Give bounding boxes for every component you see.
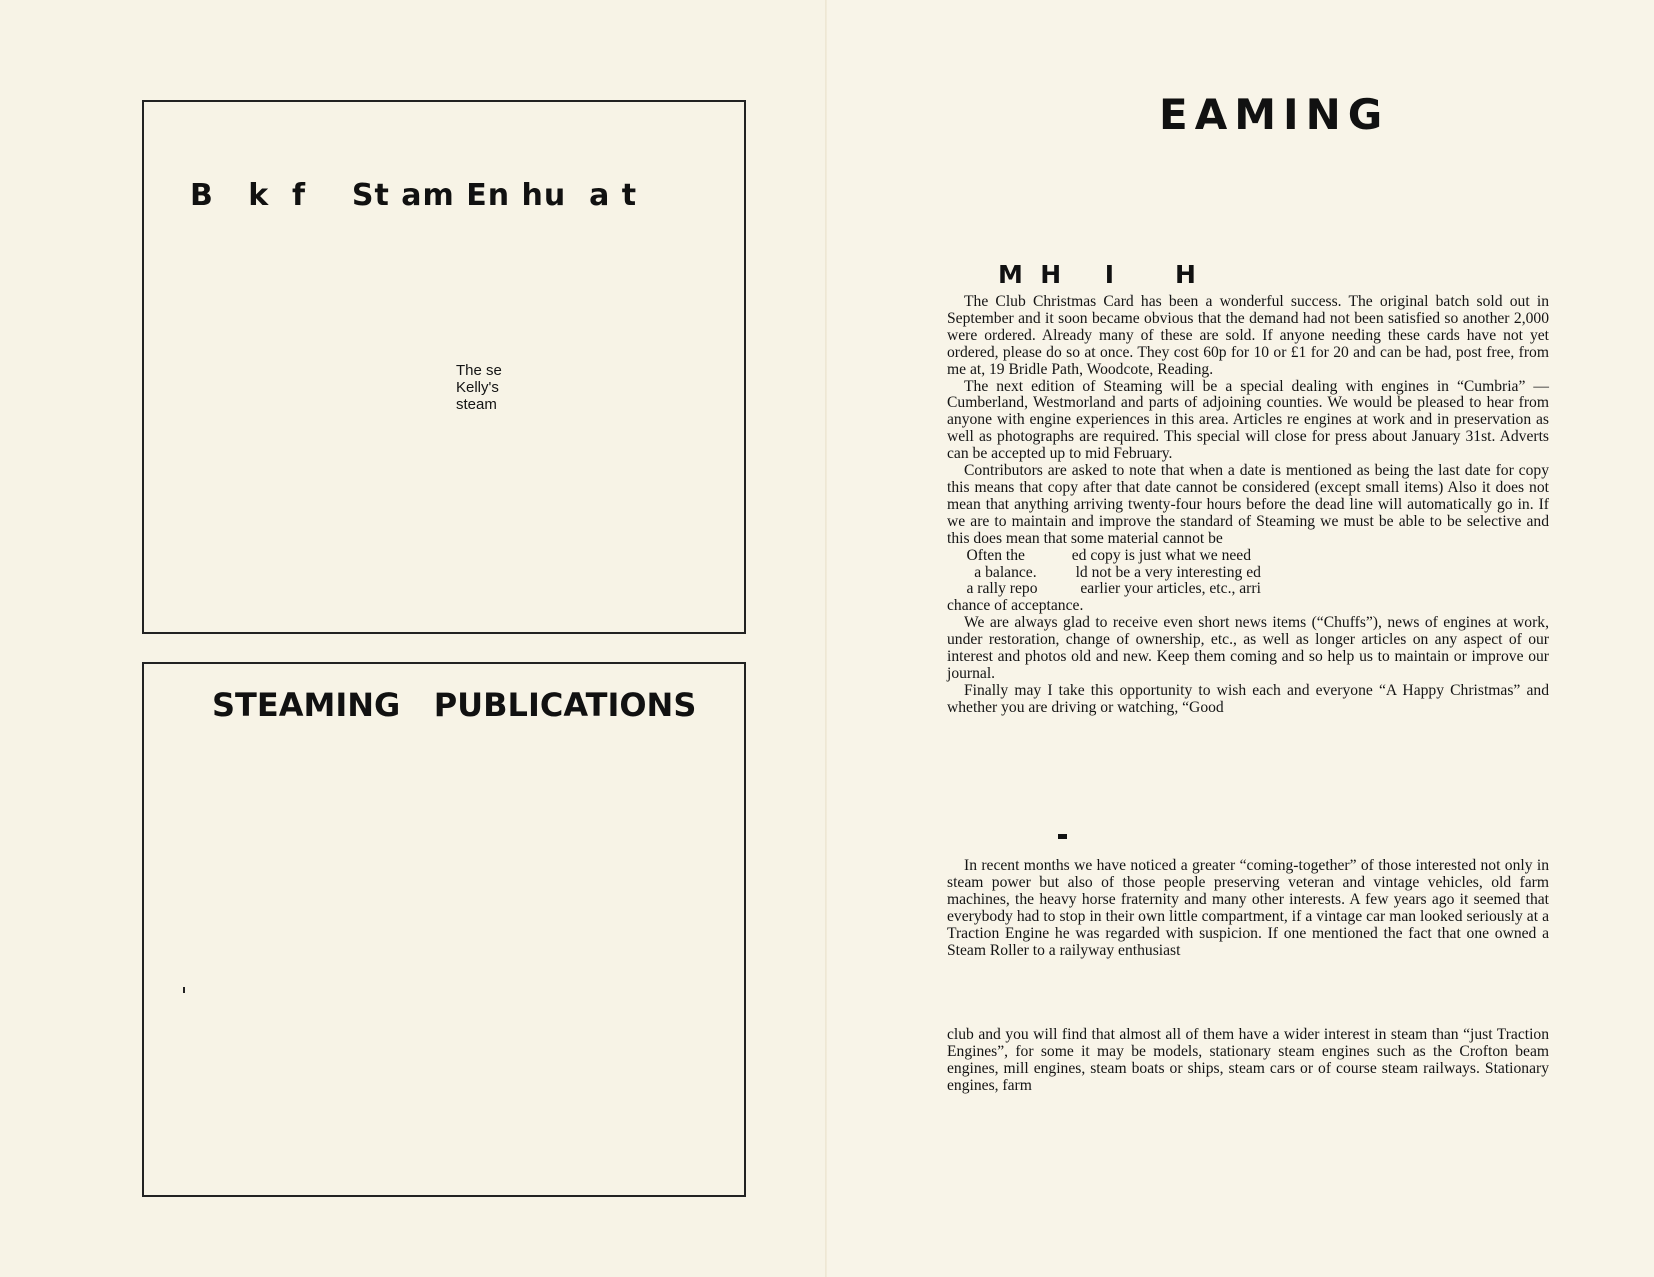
publications-title: STEAMING PUBLICATIONS bbox=[212, 686, 697, 724]
magazine-heading: EAMING bbox=[1159, 90, 1390, 139]
advert-line: Kelly's bbox=[456, 379, 499, 396]
paragraph: club and you will find that almost all of them have a wider interest in steam than “just Traction Engines”, for some it may be models, stationary steam engines such as the Crofton beam engines, mill engines, steam boats or ships, steam cars or of course steam railways. Stationary engines, farm bbox=[947, 1026, 1549, 1094]
advert-small-text bbox=[456, 362, 502, 413]
advert-box-bottom bbox=[142, 662, 746, 1197]
advert-box-top bbox=[142, 100, 746, 634]
damaged-line: Often the ed copy is just what we need bbox=[947, 546, 1252, 564]
paragraph: The Club Christmas Card has been a wonderful success. The original batch sold out in September and it soon became obvious that the demand had not been satisfied so another 2,000 were ordered. Already many of these are sold. If anyone needing these cards have not yet ordered, please do so at once. They cost 60p for 10 or £1 for 20 and can be had, post free, from me at, 19 Bridle Path, Woodcote, Reading. bbox=[947, 293, 1549, 378]
advert-line: The se bbox=[456, 362, 502, 379]
section-two-column bbox=[947, 858, 1549, 959]
section-three-column bbox=[947, 1027, 1549, 1095]
paragraph: In recent months we have noticed a greater “coming-together” of those interested not only in steam power but also of those people preserving veteran and vintage vehicles, old farm machines, the heavy horse fraternity and many other interests. A few years ago it seemed that everybody had to stop in their own little compartment, if a vintage car man looked seriously at a Traction Engine he was regarded with suspicion. If one mentioned the fact that one owned a Steam Roller to a railyway enthusiast bbox=[947, 857, 1549, 959]
paragraph: The next edition of Steaming will be a special dealing with engines in “Cumbria” — Cumberland, Westmorland and parts of adjoining counties. We would be pleased to hear from anyone with engine experiences in this area. Articles re engines at work and in preservation as well as photographs are required. This special will close for press about January 31st. Adverts can be accepted up to mid February. bbox=[947, 377, 1549, 463]
paragraph: We are always glad to receive even short news items (“Chuffs”), news of engines at work, under restoration, change of ownership, etc., as well as longer articles on any aspect of our interest and photos old and new. Keep them coming and so help us to maintain or improve our journal. bbox=[947, 614, 1549, 682]
advert-line: steam bbox=[456, 396, 497, 413]
print-mark bbox=[183, 987, 185, 993]
editorial-column bbox=[947, 294, 1549, 717]
section-dash bbox=[1058, 834, 1067, 839]
paragraph: Contributors are asked to note that when a date is mentioned as being the last date for copy this means that copy after that date cannot be considered (except small items) Also it does not mean that anything arriving twenty-four hours before the dead line will automatically go in. If we are to maintain and improve the standard of Steaming we must be able to be selective and this does mean that some material cannot be bbox=[947, 462, 1549, 547]
advert-title: B k f St am En hu a t bbox=[190, 178, 638, 213]
damaged-line: a rally repo earlier your articles, etc., arri bbox=[947, 580, 1261, 598]
section-heading: M H I H bbox=[998, 260, 1196, 289]
paragraph: Finally may I take this opportunity to wish each and everyone “A Happy Christmas” and whether you are driving or watching, “Good bbox=[947, 681, 1549, 716]
damaged-line: a balance. ld not be a very interesting ed bbox=[947, 563, 1261, 581]
paragraph: chance of acceptance. bbox=[947, 597, 1084, 615]
